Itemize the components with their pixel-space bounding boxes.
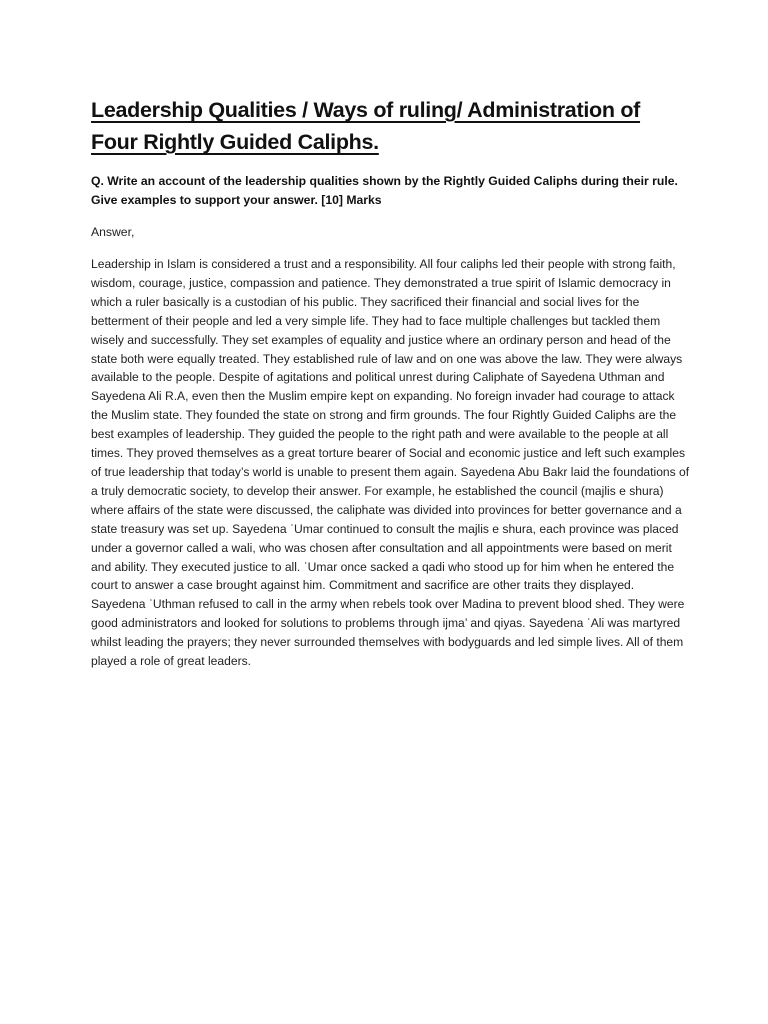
- document-page: [91, 94, 691, 671]
- answer-label: Answer,: [91, 225, 135, 239]
- answer-body: Leadership in Islam is considered a trust and a responsibility. All four caliphs led their people with strong faith, wisdom, courage, justice, compassion and patience. They demonstrated a true spirit of Islamic democracy in which a ruler basically is a custodian of his public. They sacrificed their financial and social lives for the betterment of their people and led a very simple life. They had to face multiple challenges but tackled them wisely and successfully. They set examples of equality and justice where an ordinary person and head of the state both were equally treated. They established rule of law and on one was above the law. They were always available to the people. Despite of agitations and political unrest during Caliphate of Sayedena Uthman and Sayedena Ali R.A, even then the Muslim empire kept on expanding. No foreign invader had courage to attack the Muslim state. They founded the state on strong and firm grounds. The four Rightly Guided Caliphs are the best examples of leadership. They guided the people to the right path and were available to the people at all times. They proved themselves as a great torture bearer of Social and economic justice and left such examples of true leadership that today’s world is unable to present them again. Sayedena Abu Bakr laid the foundations of a truly democratic society, to develop their answer. For example, he established the council (majlis e shura) where affairs of the state were discussed, the caliphate was divided into provinces for better governance and a state treasury was set up. Sayedena ʿUmar continued to consult the majlis e shura, each province was placed under a governor called a wali, who was chosen after consultation and all appointments were based on merit and ability. They executed justice to all. ʿUmar once sacked a qadi who stood up for him when he entered the court to answer a case brought against him. Commitment and sacrifice are other traits they displayed. Sayedena ʿUthman refused to call in the army when rebels took over Madina to prevent blood shed. They were good administrators and looked for solutions to problems through ijma’ and qiyas. Sayedena ʿAli was martyred whilst leading the prayers; they never surrounded themselves with bodyguards and led simple lives. All of them played a role of great leaders.: [91, 257, 690, 669]
- exam-question: Q. Write an account of the leadership qualities shown by the Rightly Guided Caliphs during their rule. Give examples to support your answer. [10] Marks: [91, 174, 678, 207]
- document-title: Leadership Qualities / Ways of ruling/ Administration of Four Rightly Guided Caliphs.: [91, 98, 641, 154]
